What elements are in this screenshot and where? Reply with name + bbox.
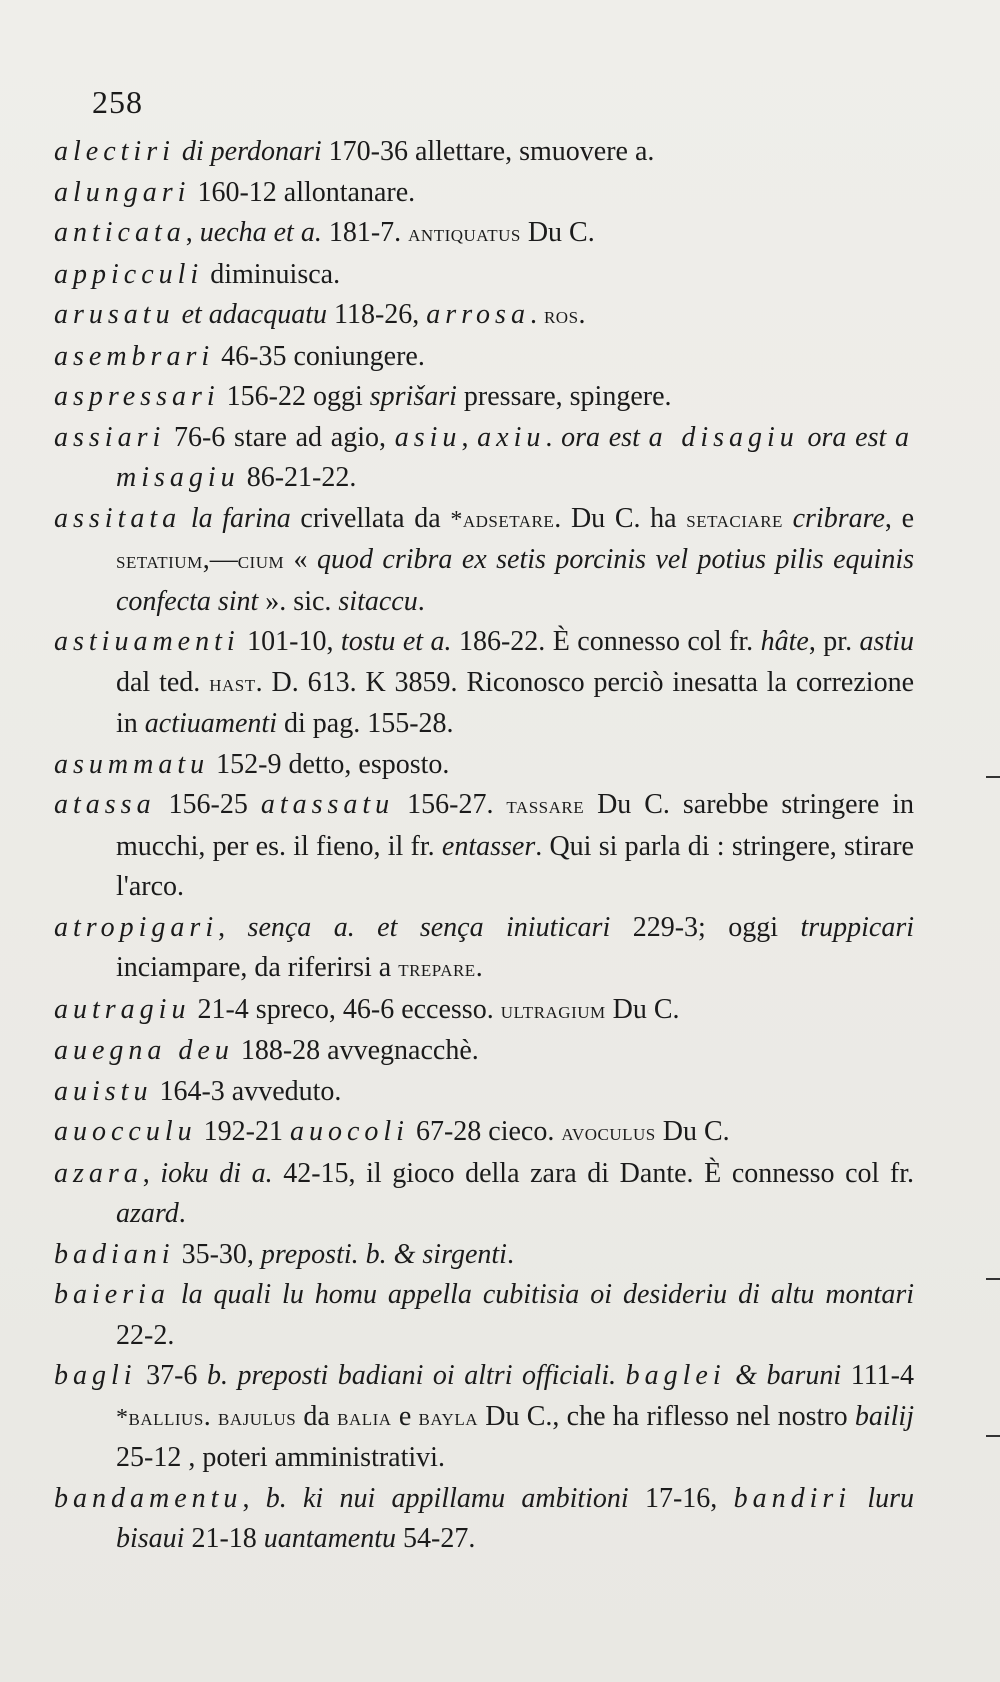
entry-text: . Qui si parla di : stringere, stirare l'arco. [116, 830, 914, 902]
headword: asembrari [54, 340, 215, 372]
entry-text: 35-30, [174, 1238, 261, 1270]
margin-mark [986, 776, 1000, 778]
italic-text: quod cribra ex setis porcinis vel potius pilis equinis confecta sint [116, 544, 914, 617]
entry-text: e [391, 1400, 419, 1432]
entry-text: 156-27. [394, 789, 507, 820]
entry-text: Du C. [605, 993, 680, 1025]
italic-text: b. preposti badiani oi altri officiali. [206, 1360, 626, 1391]
entry-text: pressare, spingere. [456, 381, 672, 412]
entry-text: da [296, 1400, 338, 1432]
entry-text: 67-28 cieco. [408, 1116, 562, 1147]
italic-text: et adacquatu [174, 299, 334, 330]
italic-text: truppicari [800, 911, 915, 943]
headword: baieria [54, 1279, 170, 1310]
entry-text: . [506, 1238, 514, 1270]
entry-text: 181-7. [321, 217, 409, 248]
glossary-entry [54, 908, 914, 990]
italic-text: actiuamenti [144, 708, 277, 739]
entry-text: Du C. [655, 1116, 730, 1147]
headword: azara [54, 1157, 143, 1189]
entry-text: 37-6 [136, 1360, 207, 1391]
glossary-entry [54, 1031, 914, 1072]
glossary-entry [54, 1072, 914, 1113]
entry-text: Du C., che ha riflesso nel nostro [478, 1400, 855, 1432]
page-number: 258 [92, 84, 143, 120]
entry-text: 86-21-22. [239, 462, 357, 493]
italic-text: azard [116, 1198, 179, 1229]
entry-text: ». sic. [258, 585, 339, 617]
entry-text: dal ted. [116, 666, 210, 698]
headword: a misagiu [116, 421, 914, 493]
entry-text: 46-35 coniungere. [214, 340, 425, 372]
italic-text: ora est [561, 421, 649, 453]
italic-text: uantamentu [263, 1523, 397, 1554]
headword: aspressari [54, 381, 220, 412]
headword: auocculu [54, 1116, 197, 1147]
glossary-entry [54, 132, 914, 173]
headword: atropigari [54, 911, 219, 943]
entry-text: ,— [202, 544, 238, 575]
entry-text: Du C. [520, 217, 595, 248]
italic-text: ioku di a. [160, 1157, 273, 1189]
italic-text: & baruni [725, 1360, 842, 1391]
entry-text: « [284, 544, 317, 575]
small-caps-term: tassare [506, 793, 585, 819]
italic-text: cribrare [782, 502, 885, 534]
headword: autragiu [54, 993, 191, 1025]
headword: a disagiu [648, 421, 799, 453]
glossary-entry [54, 418, 914, 499]
glossary-entry [54, 990, 914, 1032]
entry-text: . [475, 952, 483, 983]
entry-text: , [461, 421, 478, 453]
italic-text: sitaccu [338, 585, 418, 617]
glossary-entry [54, 255, 914, 296]
glossary-entry [54, 1112, 914, 1154]
glossary-entry [54, 213, 914, 255]
small-caps-term: bajulus [218, 1404, 297, 1431]
headword: appicculi [54, 258, 204, 290]
headword: anticata [54, 217, 186, 248]
entry-text: . [529, 299, 544, 330]
entry-text: Du C. sarebbe stringere in mucchi, per es. il fieno, il fr. [116, 789, 915, 862]
glossary-entry [54, 745, 914, 786]
italic-text: uecha et a. [199, 217, 322, 248]
entry-text: . [178, 1198, 186, 1229]
entry-text: . D. 613. K 3859. Riconosco perciò inesatta la correzione in [116, 666, 914, 739]
headword: assitata [54, 502, 182, 534]
entry-text: . Du C. ha [554, 502, 687, 534]
entry-text: . [417, 585, 425, 617]
headword: alungari [54, 176, 191, 208]
entry-text: , [185, 217, 200, 248]
entry-text: di pag. 155-28. [276, 708, 454, 739]
italic-text: la farina [181, 502, 291, 534]
entry-text: 186-22. È connesso col fr. [451, 626, 761, 657]
italic-text: ora est [798, 421, 895, 453]
headword: bagli [54, 1360, 137, 1391]
entry-text: 42-15, il gioco della zara di Dante. È connesso col fr. [272, 1157, 914, 1189]
entry-text: , [142, 1157, 161, 1189]
italic-text: luru bisaui [116, 1482, 914, 1554]
entry-text: 21-4 spreco, 46-6 eccesso. [190, 993, 501, 1025]
entry-text: 21-18 [184, 1523, 264, 1554]
italic-text: astiu [859, 626, 915, 657]
glossary-entry [54, 1275, 914, 1356]
small-caps-term: setaciare [686, 506, 783, 533]
headword: arusatu [54, 299, 175, 330]
headword: bandiri [733, 1482, 852, 1514]
entry-text: 152-9 detto, esposto. [209, 748, 450, 780]
entry-text: , e [884, 502, 915, 534]
headword: auocoli [289, 1116, 409, 1147]
italic-text: di perdonari [174, 136, 329, 167]
entry-text: 170-36 allettare, smuovere a. [328, 136, 655, 167]
glossary-entry [54, 337, 914, 378]
headword: assiari [54, 421, 166, 453]
margin-mark [986, 1435, 1000, 1437]
glossary-entry [54, 1235, 914, 1276]
small-caps-term: ultragium [500, 997, 606, 1024]
headword: auistu [54, 1075, 153, 1107]
headword: baglei [625, 1360, 726, 1391]
entry-text: , [218, 911, 248, 943]
headword: asiu [394, 421, 462, 453]
entry-text: 111-4 [841, 1360, 914, 1391]
glossary-entry [54, 1154, 914, 1235]
italic-text: tostu et a. [340, 626, 452, 657]
entry-text: 25-12 , poteri amministrativi. [116, 1442, 445, 1473]
small-caps-term: balia [337, 1404, 392, 1431]
headword: axiu [477, 421, 546, 453]
small-caps-term: trepare [398, 956, 476, 982]
entry-text: 54-27. [396, 1523, 476, 1554]
entry-text: 156-25 [155, 789, 261, 820]
entry-text: 17-16, [628, 1482, 734, 1514]
entry-text: , [242, 1482, 266, 1514]
entry-text: 164-3 avveduto. [152, 1075, 342, 1107]
headword: atassatu [260, 789, 395, 820]
headword: badiani [54, 1238, 175, 1270]
entry-text: 22-2. [116, 1319, 175, 1351]
entry-text: , pr. [808, 626, 860, 657]
italic-text: preposti. b. & sirgenti [260, 1238, 507, 1270]
glossary-entry [54, 173, 914, 214]
entry-text: . [578, 299, 586, 330]
entry-text: . [545, 421, 562, 453]
entry-text: diminuisca. [203, 258, 341, 290]
entry-text: crivellata da [290, 502, 451, 534]
italic-text: la quali lu homu appella cubitisia oi desideriu di altu montari [169, 1279, 914, 1310]
small-caps-term: *ballius [116, 1404, 204, 1431]
entry-text: 188-28 avvegnacchè. [233, 1035, 479, 1066]
headword: astiuamenti [54, 626, 240, 657]
entry-text: . [203, 1400, 219, 1432]
small-caps-term: cium [237, 548, 285, 574]
entry-text: 156-22 oggi [219, 381, 370, 412]
entry-text: 76-6 stare ad agio, [165, 421, 395, 453]
glossary-entry [54, 785, 914, 908]
glossary-entry [54, 377, 914, 418]
glossary-entries [54, 132, 914, 1560]
glossary-entry [54, 622, 914, 745]
headword: auegna deu [54, 1035, 234, 1066]
glossary-entry [54, 1356, 914, 1479]
entry-text: 118-26, [334, 299, 427, 330]
headword: atassa [54, 789, 156, 820]
glossary-entry [54, 1479, 914, 1560]
italic-text: bailij [854, 1400, 914, 1432]
glossary-entry [54, 499, 914, 623]
small-caps-term: bayla [418, 1404, 478, 1431]
italic-text: hâte [760, 626, 809, 657]
italic-text: entasser [441, 830, 536, 862]
small-caps-term: *adsetare [450, 506, 555, 533]
headword: bandamentu [54, 1482, 243, 1514]
small-caps-term: antiquatus [408, 221, 521, 247]
entry-text: 192-21 [196, 1116, 290, 1147]
entry-text: inciampare, da riferirsi a [116, 952, 399, 983]
margin-mark [986, 1278, 1000, 1280]
small-caps-term: hast [209, 670, 256, 697]
italic-text: sprišari [369, 381, 457, 412]
headword: alectiri [54, 136, 175, 167]
headword: asummatu [54, 748, 210, 780]
entry-text: 229-3; oggi [610, 911, 801, 943]
small-caps-term: ros [543, 303, 579, 329]
italic-text: b. ki nui appillamu ambitioni [265, 1482, 629, 1514]
entry-text: 160-12 allontanare. [190, 176, 416, 208]
entry-text: 101-10, [239, 626, 341, 657]
glossary-entry [54, 295, 914, 337]
italic-text: sença a. et sença iniuticari [247, 911, 611, 943]
headword: arrosa [426, 299, 530, 330]
small-caps-term: avoculus [561, 1120, 656, 1146]
small-caps-term: setatium [116, 548, 203, 574]
